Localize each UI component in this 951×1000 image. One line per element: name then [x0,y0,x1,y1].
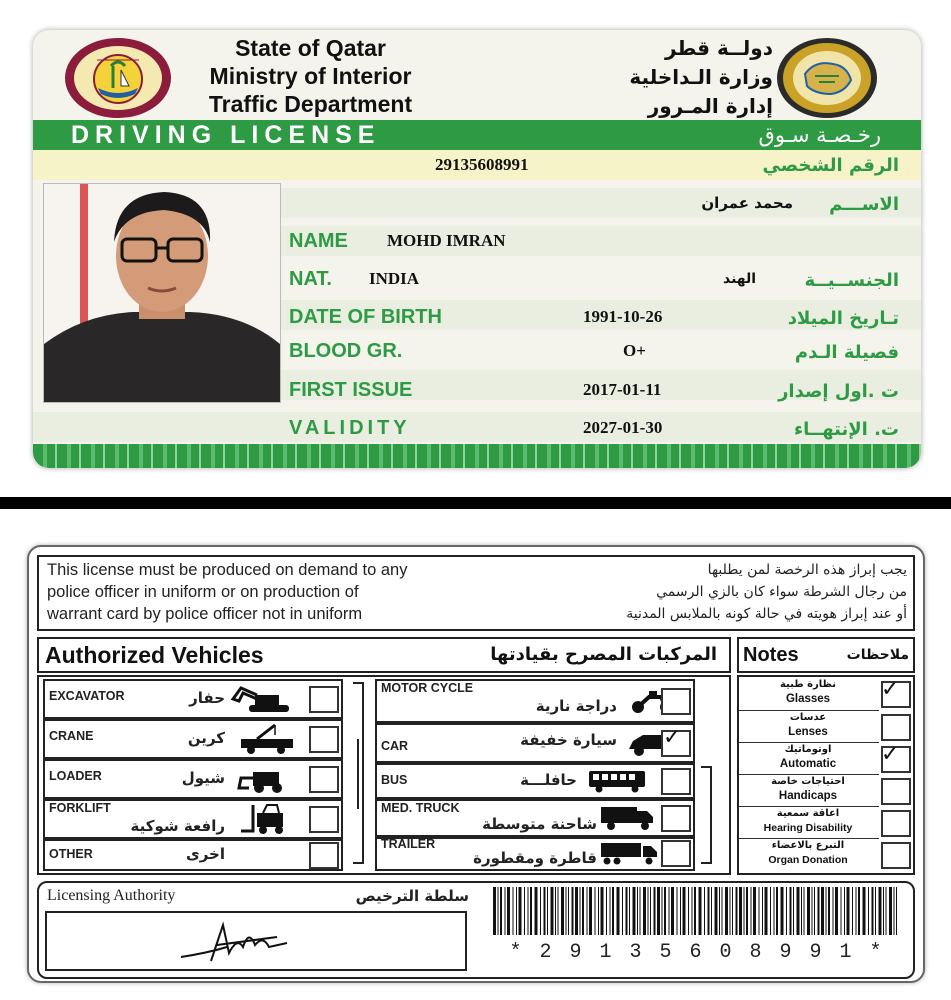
license-back-card [27,545,925,983]
vehicle-row-loader [43,759,343,799]
note-label-arabic: احتياجات خاصة [771,776,845,787]
barcode-bar [654,887,656,935]
barcode-bar [883,887,884,935]
barcode-bar [704,887,705,935]
barcode-bar [572,887,574,935]
signature-icon [177,917,297,965]
note-label: Automatic [779,758,837,770]
barcode-bar [575,887,578,935]
barcode-bar [715,887,718,935]
notice-english [47,559,407,625]
barcode-bar [516,887,517,935]
barcode-bar [801,887,802,935]
barcode-bar [732,887,733,935]
header-line: Traffic Department [208,91,413,117]
barcode-bar [736,887,738,935]
authorized-title-arabic: المركبات المصرح بقيادتها [490,644,717,665]
barcode-bar [841,887,842,935]
barcode-bar [530,887,532,935]
vehicle-row-other [43,839,343,871]
barcode-bar [793,887,794,935]
barcode-bar [833,887,834,935]
barcode-bar [744,887,745,935]
blood-group-value: O+ [623,341,646,360]
barcode-bar [606,887,607,935]
barcode-bar [561,887,564,935]
barcode-bar [692,887,693,935]
barcode-bar [699,887,702,935]
note-label: Hearing Disability [763,822,853,834]
vehicle-label: LOADER [49,769,102,783]
barcode-bar [519,887,522,935]
note-label-arabic: اعاقة سمعية [776,808,840,819]
vehicle-label-arabic: اخرى [185,845,225,863]
glasses-checkmark-icon: ✓ [881,677,900,702]
note-row-automatic [739,742,879,775]
barcode-bar [633,887,636,935]
note-label-arabic: نظارة طبية [779,679,837,690]
barcode-bar [804,887,805,935]
barcode-bar [812,887,813,935]
nationality-value: INDIA [369,269,420,288]
barcode-bar [558,887,559,935]
barcode-bar [664,887,666,935]
barcode-bar [835,887,838,935]
barcode-bar [540,887,541,935]
authority-barcode-box [37,881,915,979]
blood-group-label: BLOOD GR. [289,340,403,362]
barcode-bar [524,887,525,935]
barcode-bar [498,887,499,935]
barcode-bar [683,887,686,935]
automatic-checkmark-icon: ✓ [881,742,900,767]
notes-title-arabic: ملاحظات [846,647,909,663]
barcode [491,887,903,935]
notes-header [737,637,915,673]
barcode-bar [814,887,815,935]
note-row-hearing [739,806,879,839]
barcode-bar [680,887,681,935]
barcode-bar [730,887,731,935]
med-truck-checkbox[interactable] [661,805,691,832]
note-row-lenses [739,710,879,743]
barcode-bar [719,887,720,935]
forklift-checkbox[interactable] [309,806,339,833]
vehicle-label-arabic: شاحنة متوسطة [482,815,597,833]
notice-line: This license must be produced on demand to any [47,561,408,579]
validity-value: 2027-01-30 [583,418,663,437]
lenses-checkbox[interactable] [881,714,911,741]
first-issue-value: 2017-01-11 [583,380,662,399]
barcode-bar [868,887,869,935]
group-bracket [695,763,721,867]
hearing-checkbox[interactable] [881,810,911,837]
photo-portrait-icon [44,184,280,402]
barcode-bar [828,887,830,935]
barcode-bar [852,887,853,935]
barcode-bar [694,887,696,935]
barcode-bar [844,887,845,935]
barcode-bar [739,887,742,935]
barcode-bar [774,887,775,935]
barcode-bar [751,887,752,935]
nationality-label: NAT. [289,268,332,290]
vehicle-row-trailer [375,837,695,871]
barcode-bar [875,887,876,935]
barcode-bar [677,887,678,935]
barcode-bar [759,887,760,935]
note-label-arabic: عدسات [789,712,827,723]
first-issue-label-arabic: ت .اول إصدار [778,381,899,402]
barcode-bar [650,887,651,935]
nationality-value-arabic: الهند [723,271,757,287]
header-line: Ministry of Interior [209,63,412,89]
barcode-bar [551,887,554,935]
barcode-bar [582,887,584,935]
barcode-bar [896,887,897,935]
notice-arabic [487,559,907,625]
name-label: NAME [289,230,348,252]
vehicle-label-arabic: شيول [181,769,225,787]
car-checkmark-icon: ✓ [663,725,682,750]
barcode-bar [879,887,882,935]
barcode-bar [610,887,611,935]
note-label: Glasses [785,693,831,705]
vehicle-label: TRAILER [381,837,436,851]
notes-title-english: Notes [743,644,799,666]
barcode-bar [671,887,674,935]
barcode-bar [640,887,641,935]
barcode-bar [626,887,628,935]
vehicle-label-arabic: كرين [187,729,225,747]
vehicle-row-med-truck [375,799,695,837]
title-bar [33,120,921,150]
barcode-bar [762,887,763,935]
qatar-emblem-icon [63,36,173,120]
barcode-bar [507,887,510,935]
barcode-bar [622,887,623,935]
barcode-bar [643,887,646,935]
vehicle-label-arabic: رافعة شوكية [130,817,225,835]
dob-label: DATE OF BIRTH [289,306,442,328]
loader-icon [237,764,297,794]
note-label-arabic: التبرع بالاعضاء [771,840,845,851]
header-line: إدارة المـرور [647,94,773,118]
vehicle-label-arabic: سيارة خفيفة [520,731,617,749]
field-stripe [33,412,921,442]
vehicle-label-arabic: حفار [189,689,225,707]
barcode-bar [566,887,567,935]
vehicle-label: BUS [381,773,408,787]
barcode-bar [889,887,892,935]
forklift-icon [237,803,297,835]
barcode-bar [612,887,614,935]
vehicle-label: CAR [381,739,409,753]
barcode-bar [587,887,588,935]
barcode-bar [781,887,784,935]
barcode-bar [513,887,514,935]
barcode-bar [505,887,506,935]
barcode-bar [753,887,756,935]
note-label-arabic: اوتوماتيك [784,744,832,755]
barcode-bar [662,887,663,935]
vehicle-label: OTHER [49,847,93,861]
barcode-bar [500,887,502,935]
note-label: Lenses [788,726,828,738]
motorcycle-checkbox[interactable] [661,688,691,715]
notice-line: أو عند إبراز هويته في حالة كونه بالملابس المدنية [626,606,907,622]
barcode-bar [589,887,592,935]
blood-group-label-arabic: فصيلة الـدم [794,342,899,363]
id-row [33,150,921,180]
authority-label-arabic: سلطة الترخيص [355,887,469,905]
authorized-header [37,637,731,673]
vehicle-label: FORKLIFT [49,801,111,815]
gcc-emblem-icon [775,36,879,120]
security-pattern [33,444,921,468]
vehicle-row-bus [375,763,695,799]
barcode-bar [770,887,771,935]
barcode-bar [725,887,728,935]
barcode-bar [544,887,546,935]
crane-truck-icon [237,723,297,755]
barcode-bar [856,887,857,935]
barcode-bar [669,887,670,935]
barcode-bar [568,887,569,935]
note-row-handicaps [739,774,879,807]
barcode-bar [595,887,596,935]
notice-line: warrant card by police officer not in uniform [47,605,363,623]
barcode-bar [863,887,866,935]
barcode-bar [598,887,599,935]
title-english: DRIVING LICENSE [71,121,381,149]
truck-icon [599,805,655,831]
signature-box [45,911,467,971]
barcode-bar [797,887,800,935]
trailer-truck-icon [599,841,659,867]
barcode-bar [894,887,895,935]
id-label-arabic: الرقم الشخصي [762,155,899,176]
header-arabic [573,34,773,121]
barcode-bar [711,887,712,935]
vehicle-label: EXCAVATOR [49,689,125,703]
header-line: State of Qatar [235,35,386,61]
handicaps-checkbox[interactable] [881,778,911,805]
authorized-title-english: Authorized Vehicles [45,642,264,668]
loader-checkbox[interactable] [309,766,339,793]
notice-line: من رجال الشرطة سواء كان بالزي الرسمي [656,584,907,600]
notice-line: يجب إبراز هذه الرخصة لمن يطلبها [707,562,907,578]
validity-label: VALIDITY [289,417,411,439]
barcode-bar [786,887,787,935]
barcode-bar [580,887,581,935]
bus-checkbox[interactable] [661,768,691,795]
barcode-bar [872,887,874,935]
photo-portrait [43,183,281,403]
barcode-bar [648,887,649,935]
vehicle-label-arabic: دراجة نارية [535,697,617,715]
vehicle-row-crane [43,719,343,759]
note-row-organ-donation [739,838,879,870]
vehicle-row-car [375,723,695,763]
barcode-bar [555,887,556,935]
barcode-bar [821,887,824,935]
dob-value: 1991-10-26 [583,307,663,326]
excavator-icon [231,685,297,713]
header-line: وزارة الـداخلية [629,65,773,89]
excavator-checkbox[interactable] [309,686,339,713]
barcode-bar [708,887,710,935]
vehicle-row-excavator [43,679,343,719]
group-bracket [345,679,371,867]
name-value: MOHD IMRAN [387,231,506,250]
barcode-bar [826,887,827,935]
vehicle-row-forklift [43,799,343,839]
notice-line: police officer in uniform or on production of [47,583,359,601]
barcode-bar [807,887,810,935]
title-arabic: رخـصـة سـوق [758,123,881,147]
barcode-text: * 2 9 1 3 5 6 0 8 9 9 1 * [509,941,885,964]
vehicle-label-arabic: قاطرة ومقطورة [473,849,597,867]
notice-box [37,555,915,631]
license-front-card [33,30,921,468]
organ-donation-checkbox[interactable] [881,842,911,869]
barcode-bar [776,887,778,935]
barcode-bar [637,887,638,935]
barcode-bar [617,887,620,935]
note-label: Organ Donation [768,854,848,866]
barcode-bar [886,887,887,935]
barcode-bar [688,887,689,935]
barcode-bar [790,887,792,935]
vehicle-label: MOTOR CYCLE [381,681,474,695]
barcode-bar [528,887,529,935]
field-stripe [280,226,921,256]
barcode-bar [601,887,604,935]
note-label: Handicaps [778,790,838,802]
barcode-bar [858,887,860,935]
crane-checkbox[interactable] [309,726,339,753]
barcode-bar [535,887,538,935]
notes-box [737,675,915,875]
name-value-arabic: محمد عمران [701,194,793,212]
nationality-label-arabic: الجنســيــة [804,270,899,291]
first-issue-label: FIRST ISSUE [289,379,413,401]
barcode-bar [818,887,820,935]
validity-label-arabic: ت. الإنتهــاء [793,419,899,440]
authority-label: Licensing Authority [47,887,176,904]
barcode-bar [722,887,723,935]
vehicle-row-motorcycle [375,679,695,723]
header-english [183,34,438,118]
header-line: دولــة قطر [665,36,773,60]
barcode-bar [493,887,496,935]
barcode-bar [847,887,850,935]
vehicle-label: MED. TRUCK [381,801,460,815]
barcode-bar [765,887,768,935]
bus-icon [587,769,647,793]
barcode-bar [746,887,748,935]
card-divider [0,497,951,509]
note-row-glasses [739,677,879,711]
name-label-arabic: الاســـم [829,194,899,215]
other-checkbox[interactable] [309,842,339,869]
trailer-checkbox[interactable] [661,840,691,867]
vehicle-label: CRANE [49,729,94,743]
barcode-bar [547,887,548,935]
id-number: 29135608991 [435,155,529,174]
dob-label-arabic: تـاريخ الميلاد [787,308,899,329]
vehicle-label-arabic: حافلـــة [520,771,577,789]
barcode-bar [657,887,660,935]
barcode-bar [629,887,630,935]
